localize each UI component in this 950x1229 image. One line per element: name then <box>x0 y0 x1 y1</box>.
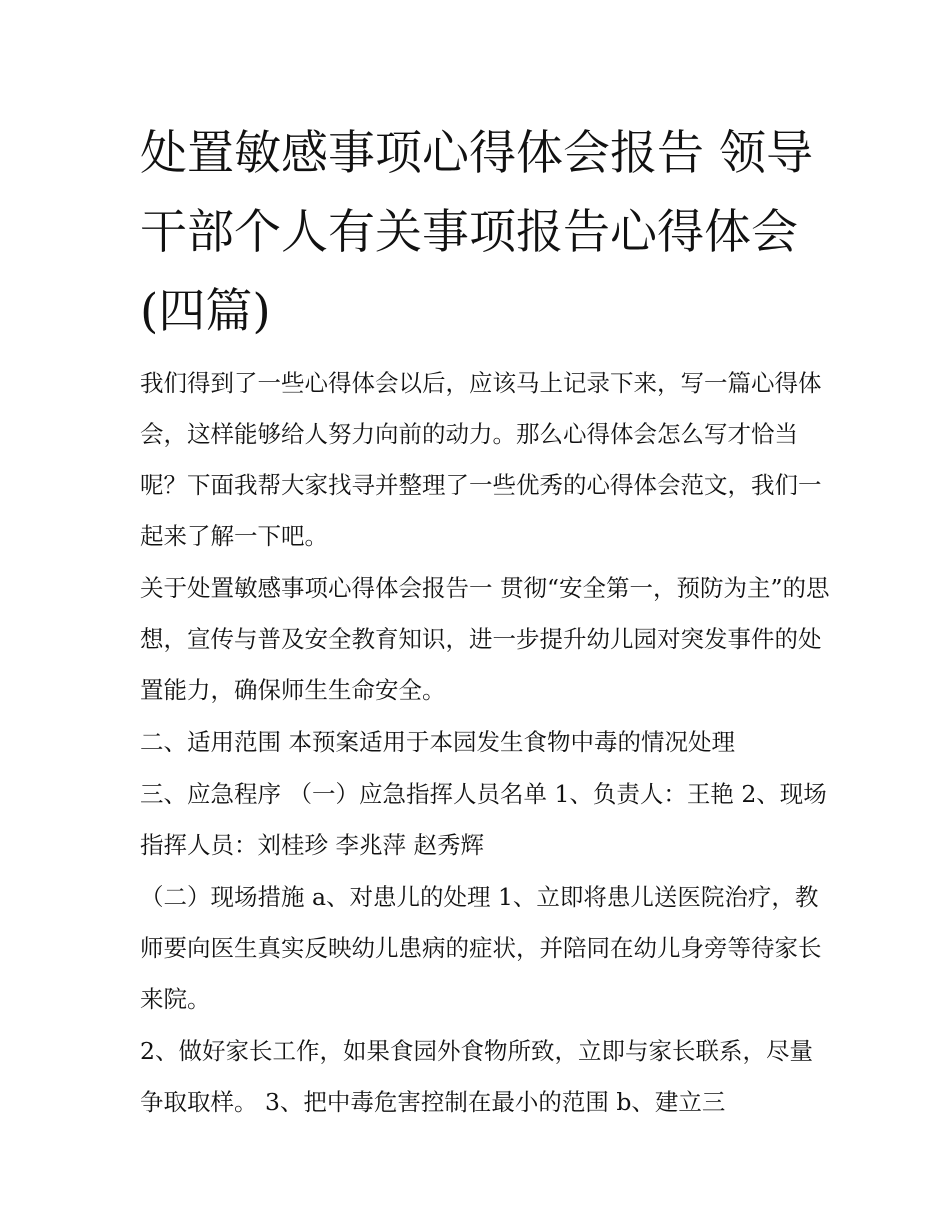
paragraph-scope: 二、适用范围 本预案适用于本园发生食物中毒的情况处理 <box>140 728 735 756</box>
paragraph-onsite-measures: （二）现场措施 a、对患儿的处理 1、立即将患儿送医院治疗，教师要向医生真实反映幼儿患病的症状，并陪同在幼儿身旁等待家长来院。 <box>140 883 822 1013</box>
paragraph-intro: 我们得到了一些心得体会以后，应该马上记录下来，写一篇心得体会，这样能够给人努力向前的动力。那么心得体会怎么写才恰当呢？下面我帮大家找寻并整理了一些优秀的心得体会范文，我们一起来了解一下吧。 <box>140 369 822 550</box>
paragraph-emergency-procedure: 三、应急程序 （一）应急指挥人员名单 1、负责人：王艳 2、现场指挥人员：刘桂珍 李兆萍 赵秀辉 <box>140 780 827 859</box>
document-body <box>140 358 830 1129</box>
paragraph-report-one: 关于处置敏感事项心得体会报告一 贯彻“安全第一，预防为主”的思想，宣传与普及安全教育知识，进一步提升幼儿园对突发事件的处置能力，确保师生生命安全。 <box>140 574 830 704</box>
document-title: 处置敏感事项心得体会报告 领导干部个人有关事项报告心得体会(四篇) <box>140 126 813 339</box>
paragraph-parent-work: 2、做好家长工作，如果食园外食物所致，立即与家长联系，尽量争取取样。 3、把中毒危害控制在最小的范围 b、建立三 <box>140 1037 813 1116</box>
